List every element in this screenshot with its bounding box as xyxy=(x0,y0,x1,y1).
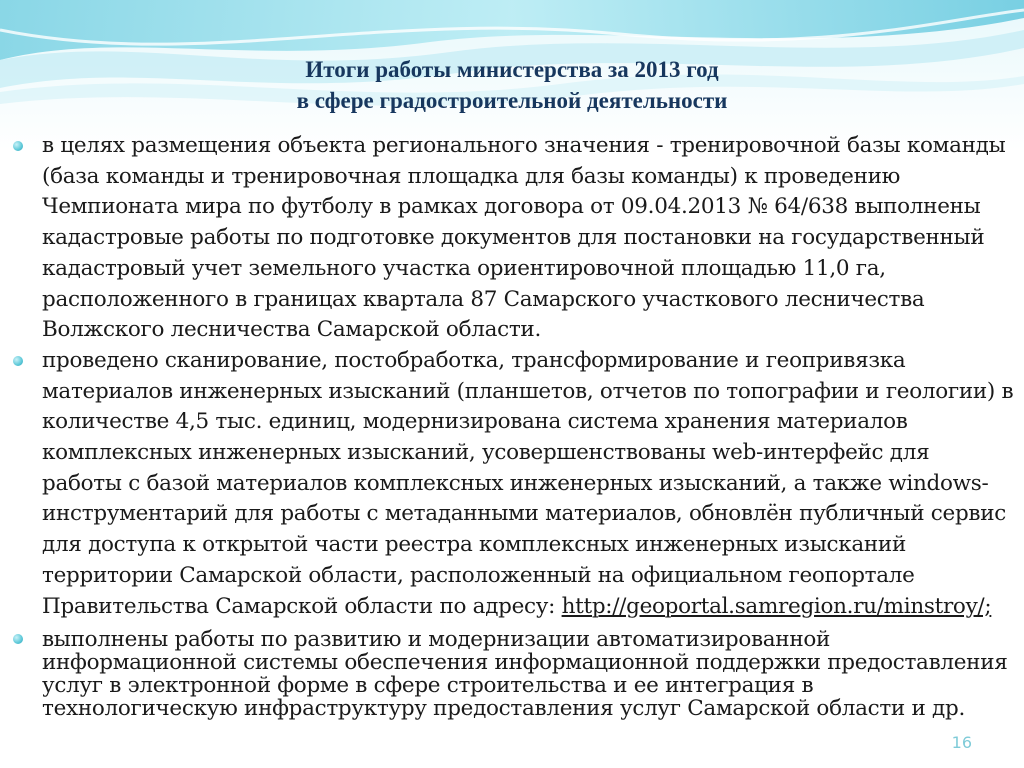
bullet-dot-icon xyxy=(13,356,23,366)
title-line-1: Итоги работы министерства за 2013 год xyxy=(305,57,719,82)
page-number: 16 xyxy=(951,733,972,752)
list-item xyxy=(10,628,1014,720)
bullet-dot-icon xyxy=(13,141,23,151)
geoportal-link[interactable]: http://geoportal.samregion.ru/minstroy/; xyxy=(561,593,992,619)
list-item-text: выполнены работы по развитию и модернизации автоматизированной информационной системы обеспечения информационной поддержки предоставления услуг в электронной форме в сфере строительства и ее интеграция в технологическую инфраструктуру предоставления услуг Самарской области и др. xyxy=(42,627,1008,722)
list-item xyxy=(10,346,1014,622)
list-item xyxy=(10,131,1014,346)
list-item-text: в целях размещения объекта регионального значения - тренировочной базы команды (база команды и тренировочная площадка для базы команды) к проведению Чемпионата мира по футболу в рамках договора от 09.04.2013 № 64/638 выполнены кадастровые работы по подготовке документов для постановки на государственный кадастровый учет земельного участка ориентировочной площадью 11,0 га, расположенного в границах квартала 87 Самарского участкового лесничества Волжского лесничества Самарской области. xyxy=(42,133,1006,343)
page-title xyxy=(0,54,1024,116)
bullet-list xyxy=(10,131,1014,720)
title-line-2: в сфере градостроительной деятельности xyxy=(296,88,728,113)
list-item-text: проведено сканирование, постобработка, трансформирование и геопривязка материалов инженерных изысканий (планшетов, отчетов по топографии и геологии) в количестве 4,5 тыс. единиц, модернизирована система хранения материалов комплексных инженерных изысканий, усовершенствованы web-интерфейс для работы с базой материалов комплексных инженерных изысканий, а также windows-инструментарий для работы с метаданными материалов, обновлён публичный сервис для доступа к открытой части реестра комплексных инженерных изысканий территории Самарской области, расположенный на официальном геопортале Правительства Самарской области по адресу: xyxy=(42,347,1014,619)
bullet-dot-icon xyxy=(13,634,23,644)
